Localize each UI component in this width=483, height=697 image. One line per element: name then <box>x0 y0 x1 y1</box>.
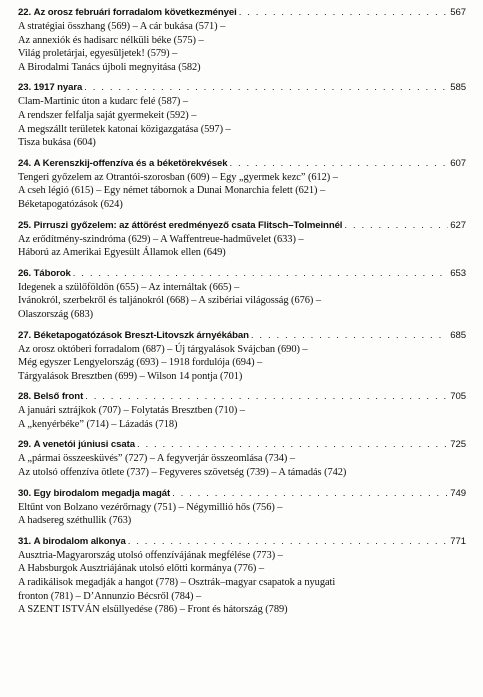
chapter-number: 24. <box>18 157 32 169</box>
subsection-line: A „pármai összeesküvés” (727) – A fegyverjár összeomlása (734) – <box>18 453 295 465</box>
subsection-line: A radikálisok megadják a hangot (778) – Osztrák–magyar csapatok a nyugati <box>18 577 336 589</box>
chapter-number: 23. <box>18 82 32 94</box>
subsection-line: A Habsburgok Ausztriájának utolsó előtti kormánya (776) – <box>18 563 265 575</box>
toc-chapter <box>18 535 466 617</box>
chapter-title: A Kerenszkij-offenzíva és a béketörekvések <box>33 157 228 169</box>
chapter-page-number: 771 <box>450 535 466 547</box>
toc-chapter <box>18 6 466 74</box>
subsection-line: A hadsereg széthullik (763) <box>18 515 132 527</box>
subsection-line: Olaszország (683) <box>18 308 94 320</box>
subsection-line: Clam-Martinic úton a kudarc felé (587) – <box>18 96 188 108</box>
chapter-title: A venetói júniusi csata <box>33 439 135 451</box>
subsection-line: Eltűnt von Bolzano vezérőrnagy (751) – Négymillió hős (756) – <box>18 501 283 513</box>
dot-leader <box>84 81 448 95</box>
chapter-title: A birodalom alkonya <box>33 535 126 547</box>
chapter-heading <box>18 267 466 281</box>
chapter-page-number: 685 <box>450 329 466 341</box>
chapter-page-number: 725 <box>450 439 466 451</box>
chapter-heading <box>18 329 466 343</box>
chapter-number: 25. <box>18 219 32 231</box>
chapter-number: 29. <box>18 439 32 451</box>
chapter-title: Béketapogatózások Breszt-Litovszk árnyékában <box>33 329 249 341</box>
subsection-line: A SZENT ISTVÁN elsüllyedése (786) – Front és hátország (789) <box>18 604 288 616</box>
chapter-number: 28. <box>18 391 32 403</box>
dot-leader <box>172 487 448 501</box>
toc-chapter <box>18 487 466 528</box>
toc-chapter <box>18 157 466 212</box>
subsection-line: Az orosz októberi forradalom (687) – Új tárgyalások Svájcban (690) – <box>18 343 308 355</box>
chapter-heading <box>18 535 466 549</box>
chapter-heading <box>18 81 466 95</box>
chapter-heading <box>18 157 466 171</box>
subsection-line: Ivánokról, szerbekről és taljánokról (668) – A szibériai világosság (676) – <box>18 295 321 307</box>
chapter-number: 26. <box>18 267 32 279</box>
chapter-title: 1917 nyara <box>33 82 83 94</box>
dot-leader <box>239 6 449 20</box>
toc-chapter <box>18 390 466 431</box>
chapter-title: Pirruszi győzelem: az áttörést eredményező csata Flitsch–Tolmeinnél <box>33 219 343 231</box>
chapter-heading <box>18 219 466 233</box>
chapter-page-number: 607 <box>450 157 466 169</box>
subsection-line: Tengeri győzelem az Otrantói-szorosban (609) – Egy „gyermek kezc” (612) – <box>18 171 338 183</box>
subsection-line: Még egyszer Lengyelország (693) – 1918 fordulója (694) – <box>18 357 263 369</box>
subsection-line: Az annexiók és hadisarc nélküli béke (575) – <box>18 34 204 46</box>
chapter-title: Táborok <box>33 267 71 279</box>
subsection-line: A Birodalmi Tanács újboli megnyitása (582) <box>18 61 201 73</box>
subsection-line: Ausztria-Magyarország utolsó offenzívájának megfélése (773) – <box>18 549 283 561</box>
chapter-title: Egy birodalom megadja magát <box>33 487 171 499</box>
subsection-line: Az utolsó offenzíva ötlete (737) – Fegyveres szövetség (739) – A támadás (742) <box>18 467 347 479</box>
dot-leader <box>73 267 449 281</box>
chapter-heading <box>18 487 466 501</box>
subsection-line: A januári sztrájkok (707) – Folytatás Bresztben (710) – <box>18 405 245 417</box>
toc-chapter <box>18 81 466 149</box>
chapter-page-number: 585 <box>450 82 466 94</box>
subsection-line: A stratégiai összhang (569) – A cár bukása (571) – <box>18 21 226 32</box>
chapter-number: 31. <box>18 535 32 547</box>
dot-leader <box>128 535 449 549</box>
subsection-line: A rendszer felfalja saját gyermekeit (592) – <box>18 109 197 121</box>
chapter-title: Az orosz februári forradalom következményei <box>33 7 237 18</box>
chapter-page-number: 567 <box>450 7 466 18</box>
subsection-line: Az erődítmény-szindróma (629) – A Waffentreue-hadművelet (633) – <box>18 233 304 245</box>
toc-chapter <box>18 219 466 260</box>
chapter-title: Belső front <box>33 391 84 403</box>
dot-leader <box>344 219 448 233</box>
toc-chapter <box>18 267 466 322</box>
subsection-line: Tárgyalások Bresztben (699) – Wilson 14 pontja (701) <box>18 370 243 382</box>
chapter-heading <box>18 6 466 20</box>
subsection-line: Idegenek a szülőföldön (655) – Az internáltak (665) – <box>18 281 240 293</box>
dot-leader <box>251 329 448 343</box>
subsection-line: A megszállt területek katonai közigazgatása (597) – <box>18 123 231 135</box>
toc-chapter <box>18 438 466 479</box>
chapter-number: 30. <box>18 487 32 499</box>
chapter-heading <box>18 390 466 404</box>
subsection-line: Háború az Amerikai Egyesült Államok ellen (649) <box>18 247 226 259</box>
chapter-number: 27. <box>18 329 32 341</box>
chapter-number: 22. <box>18 7 32 18</box>
toc-chapter <box>18 329 466 384</box>
dot-leader <box>229 157 448 171</box>
chapter-page-number: 627 <box>450 219 466 231</box>
chapter-page-number: 749 <box>450 487 466 499</box>
subsection-line: Tisza bukása (604) <box>18 137 96 149</box>
dot-leader <box>85 390 448 404</box>
subsection-line: A cseh légió (615) – Egy német tábornok a Dunai Monarchia felett (621) – <box>18 185 326 197</box>
dot-leader <box>137 438 448 452</box>
subsection-line: fronton (781) – D’Annunzio Bécsről (784) – <box>18 590 202 602</box>
chapter-page-number: 705 <box>450 391 466 403</box>
table-of-contents <box>18 6 466 624</box>
subsection-line: Világ proletárjai, egyesüljetek! (579) – <box>18 48 178 60</box>
chapter-heading <box>18 438 466 452</box>
subsection-line: Béketapogatózások (624) <box>18 198 123 210</box>
chapter-page-number: 653 <box>450 267 466 279</box>
subsection-line: A „kenyérbéke” (714) – Lázadás (718) <box>18 418 178 430</box>
